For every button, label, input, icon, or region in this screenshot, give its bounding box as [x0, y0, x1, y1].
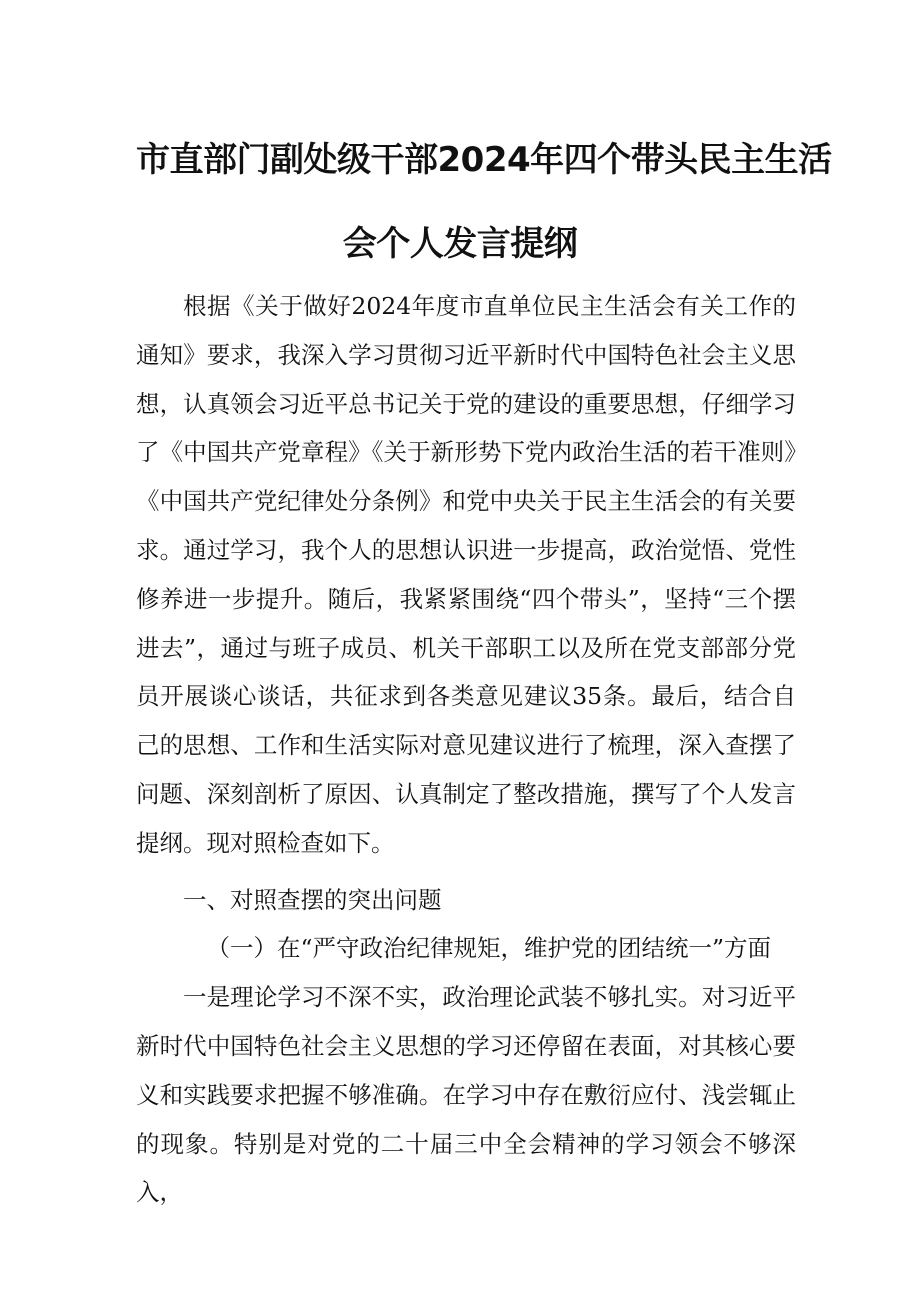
- point-paragraph: 一是理论学习不深不实，政治理论武装不够扎实。对习近平新时代中国特色社会主义思想的学习还停留在表面，对其核心要义和实践要求把握不够准确。在学习中存在敷衍应付、浅尝辄止的现象。特别是对党的二十届三中全会精神的学习领会不够深入，: [136, 983, 796, 1207]
- section-heading: 一、对照查摆的突出问题: [183, 885, 442, 914]
- document-title-line-2: 会个人发言提纲: [342, 224, 578, 264]
- document-body: [136, 282, 796, 1217]
- subsection-heading: （一）在“严守政治纪律规矩，维护党的团结统一”方面: [206, 934, 772, 963]
- intro-paragraph: 根据《关于做好2024年度市直单位民主生活会有关工作的通知》要求，我深入学习贯彻习近平新时代中国特色社会主义思想，认真领会习近平总书记关于党的建设的重要思想，仔细学习了《中国共产党章程》《关于新形势下党内政治生活的若干准则》《中国共产党纪律处分条例》和党中央关于民主生活会的有关要求。通过学习，我个人的思想认识进一步提高，政治觉悟、党性修养进一步提升。随后，我紧紧围绕“四个带头”，坚持“三个摆进去”，通过与班子成员、机关干部职工以及所在党支部部分党员开展谈心谈话，共征求到各类意见建议35条。最后，结合自己的思想、工作和生活实际对意见建议进行了梳理，深入查摆了问题、深刻剖析了原因、认真制定了整改措施，撰写了个人发言提纲。现对照检查如下。: [136, 292, 796, 857]
- document-title-line-1: 市直部门副处级干部2024年四个带头民主生活: [136, 140, 832, 180]
